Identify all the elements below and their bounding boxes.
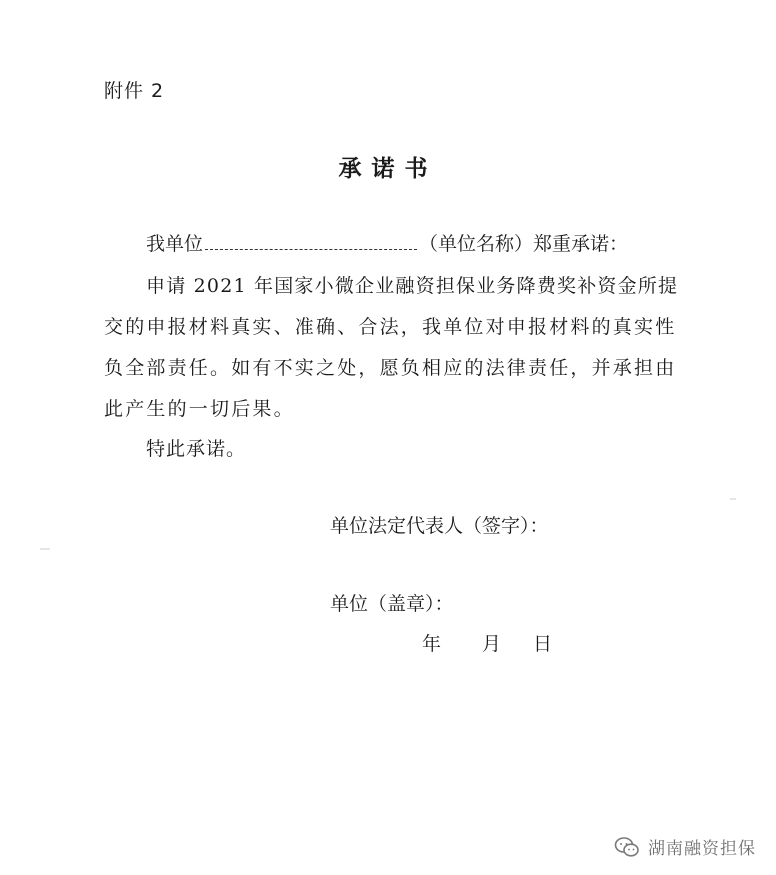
unit-suffix: （单位名称）郑重承诺： [419,233,629,255]
scan-smudge [730,498,736,500]
unit-name-blank [205,235,417,250]
body-line: 交的申报材料真实、准确、合法，我单位对申报材料的真实性 [104,316,677,338]
body-line: 此产生的一切后果。 [104,398,295,420]
watermark-text: 湖南融资担保 [648,839,756,859]
watermark [614,834,756,859]
wechat-channel-icon [614,836,640,858]
document-title: 承诺书 [338,155,438,182]
body-line: 申请 2021 年国家小微企业融资担保业务降费奖补资金所提 [146,275,679,297]
unit-name-line [146,232,628,256]
date-month: 月 [482,633,502,655]
scan-smudge [40,548,50,550]
legal-representative-signature: 单位法定代表人（签字）： [330,515,549,537]
date-day: 日 [533,633,553,655]
date-year: 年 [422,633,442,655]
closing-text: 特此承诺。 [146,438,247,460]
unit-seal-line: 单位（盖章）： [330,593,454,615]
unit-prefix: 我单位 [146,233,204,255]
body-line: 负全部责任。如有不实之处，愿负相应的法律责任，并承担由 [104,357,677,379]
attachment-label: 附件 2 [104,80,165,102]
